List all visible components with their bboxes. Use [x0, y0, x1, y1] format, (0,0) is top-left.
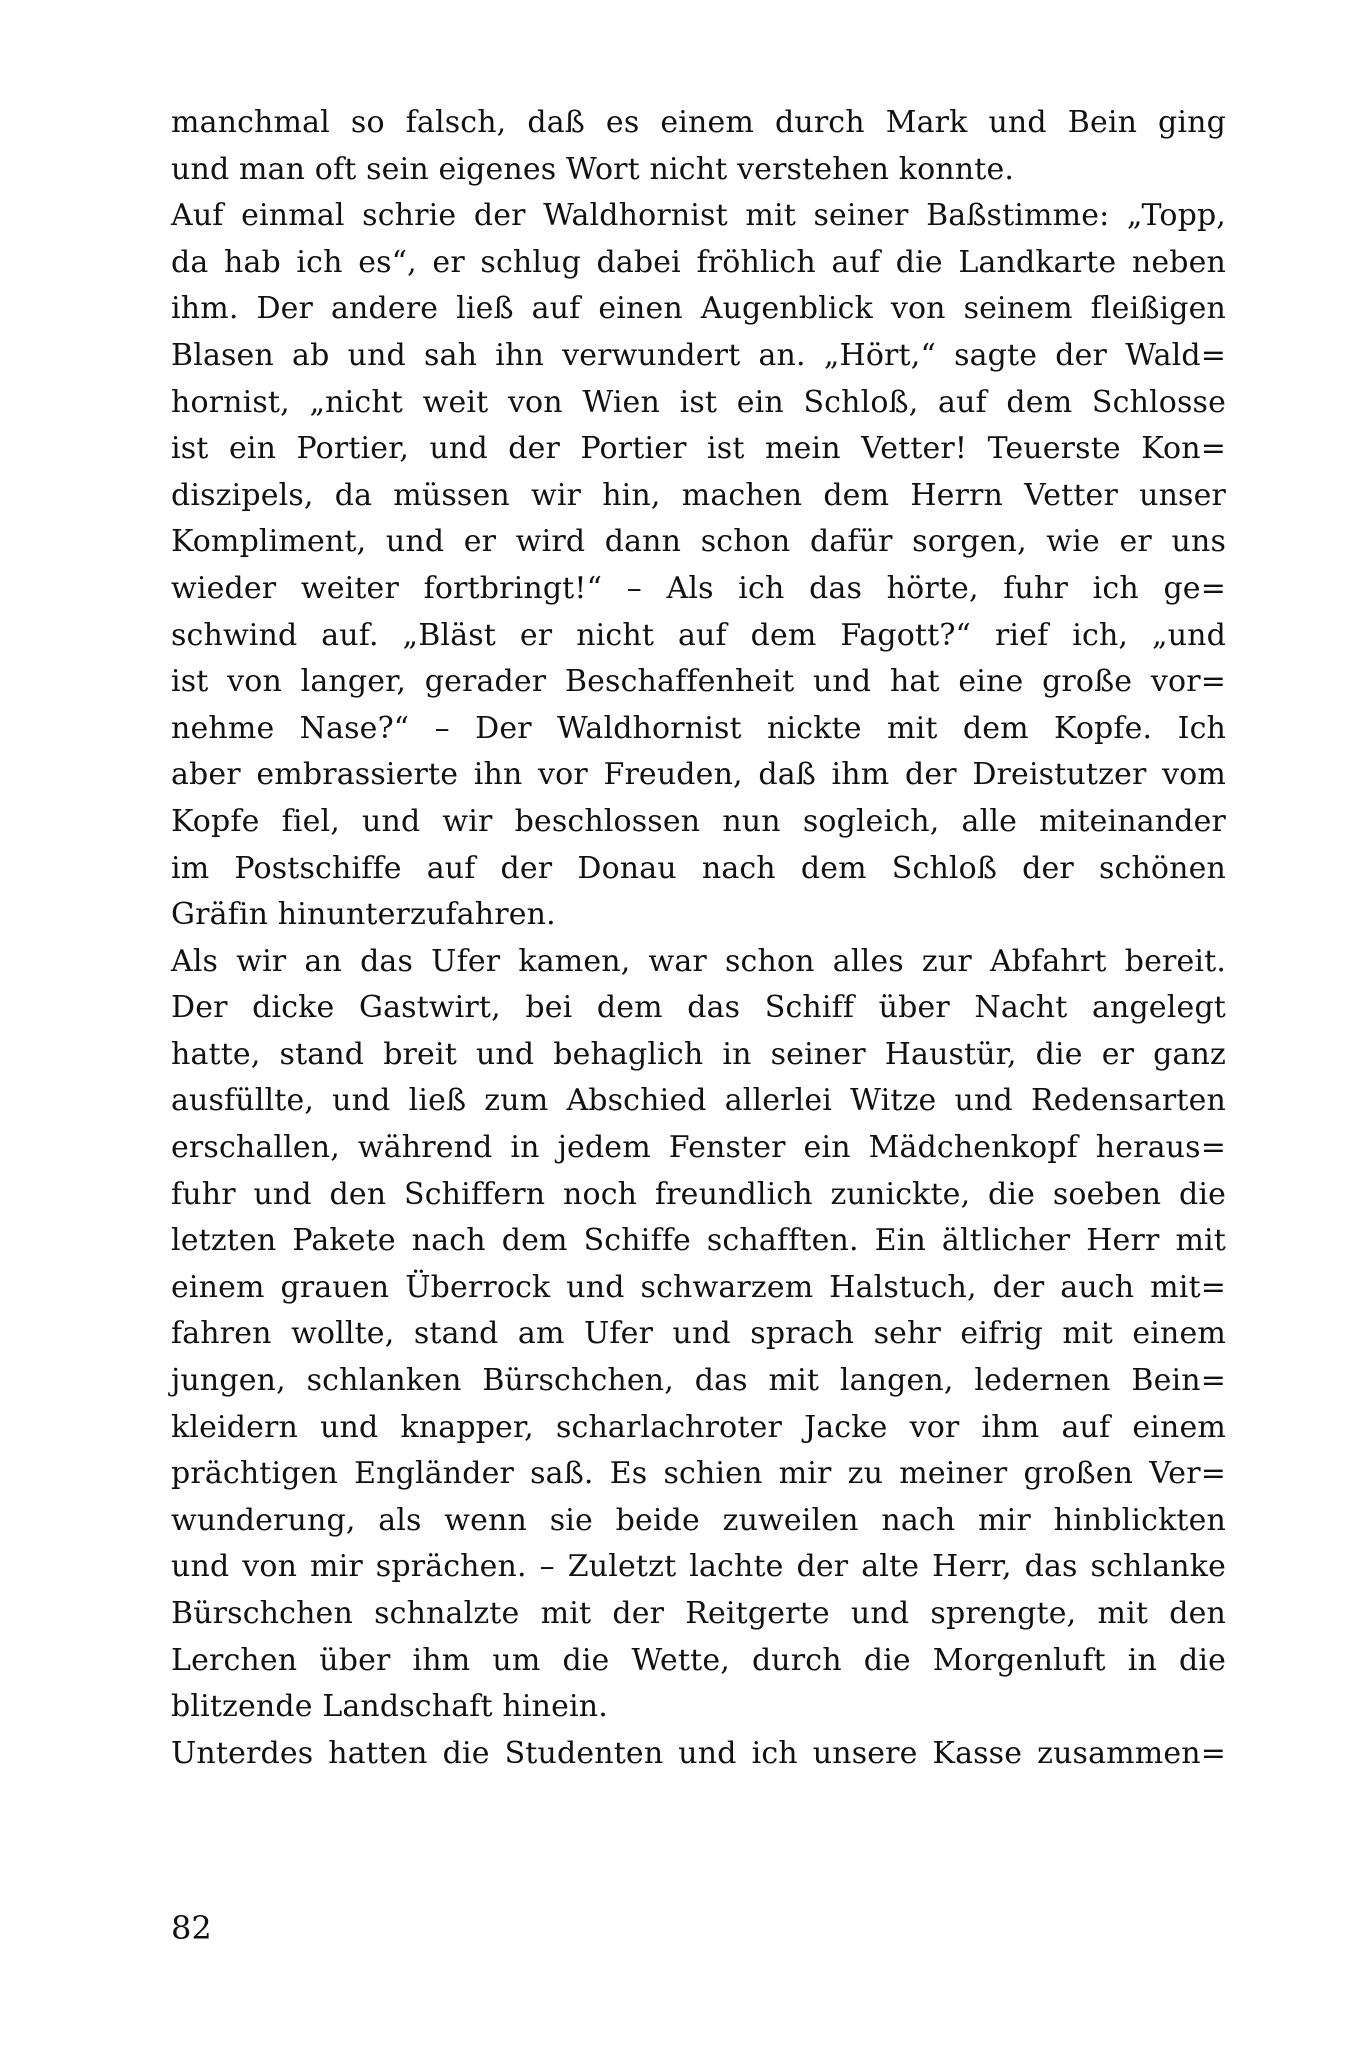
text-line: ist ein Portier, und der Portier ist mein Vetter! Teuerste Kon=: [171, 431, 1226, 467]
page-number: 82: [171, 1909, 212, 1947]
text-line: da hab ich es“, er schlug dabei fröhlich auf die Landkarte neben: [171, 244, 1226, 280]
text-line: ist von langer, gerader Beschaffenheit und hat eine große vor=: [171, 664, 1226, 700]
text-line: prächtigen Engländer saß. Es schien mir zu meiner großen Ver=: [171, 1456, 1226, 1492]
body-text: [171, 100, 1226, 1777]
text-line: fahren wollte, stand am Ufer und sprach sehr eifrig mit einem: [171, 1316, 1226, 1352]
paragraph: [171, 100, 1226, 193]
text-line: nehme Nase?“ – Der Waldhornist nickte mit dem Kopfe. Ich: [171, 710, 1226, 746]
text-line: Kompliment, und er wird dann schon dafür sorgen, wie er uns: [171, 524, 1226, 560]
text-line: manchmal so falsch, daß es einem durch Mark und Bein ging: [171, 105, 1226, 140]
text-line: Auf einmal schrie der Waldhornist mit seiner Baßstimme: „Topp,: [171, 198, 1226, 234]
paragraph: [171, 939, 1226, 1731]
text-line: Kopfe fiel, und wir beschlossen nun sogleich, alle miteinander: [171, 803, 1226, 839]
text-line: erschallen, während in jedem Fenster ein Mädchenkopf heraus=: [171, 1130, 1226, 1166]
text-line: Lerchen über ihm um die Wette, durch die Morgenluft in die: [171, 1642, 1226, 1678]
text-line: Als wir an das Ufer kamen, war schon alles zur Abfahrt bereit.: [171, 943, 1226, 979]
text-line: Bürschchen schnalzte mit der Reitgerte und sprengte, mit den: [171, 1596, 1226, 1631]
paragraph: [171, 1731, 1226, 1778]
text-line: fuhr und den Schiffern noch freundlich zunickte, die soeben die: [171, 1176, 1226, 1212]
text-line: Der dicke Gastwirt, bei dem das Schiff über Nacht angelegt: [171, 990, 1226, 1026]
text-line: ihm. Der andere ließ auf einen Augenblick von seinem fleißigen: [171, 291, 1226, 327]
text-line: ausfüllte, und ließ zum Abschied allerlei Witze und Redensarten: [171, 1083, 1226, 1119]
text-line: Unterdes hatten die Studenten und ich unsere Kasse zusammen=: [171, 1735, 1226, 1771]
text-line: im Postschiffe auf der Donau nach dem Schloß der schönen: [171, 850, 1226, 886]
text-line: und man oft sein eigenes Wort nicht verstehen konnte.: [171, 151, 1015, 187]
text-line: diszipels, da müssen wir hin, machen dem Herrn Vetter unser: [171, 477, 1226, 513]
text-line: wunderung, als wenn sie beide zuweilen nach mir hinblickten: [171, 1502, 1226, 1538]
text-line: hornist, „nicht weit von Wien ist ein Schloß, auf dem Schlosse: [171, 384, 1226, 420]
text-line: hatte, stand breit und behaglich in seiner Haustür, die er ganz: [171, 1036, 1226, 1072]
text-line: einem grauen Überrock und schwarzem Halstuch, der auch mit=: [171, 1269, 1226, 1305]
text-line: Blasen ab und sah ihn verwundert an. „Hört,“ sagte der Wald=: [171, 337, 1226, 373]
text-line: und von mir sprächen. – Zuletzt lachte der alte Herr, das schlanke: [171, 1549, 1226, 1585]
paragraph: [171, 193, 1226, 939]
text-line: kleidern und knapper, scharlachroter Jacke vor ihm auf einem: [171, 1409, 1226, 1445]
text-line: wieder weiter fortbringt!“ – Als ich das hörte, fuhr ich ge=: [171, 570, 1226, 606]
text-line: Gräfin hinunterzufahren.: [171, 897, 556, 933]
text-line: schwind auf. „Bläst er nicht auf dem Fagott?“ rief ich, „und: [171, 617, 1226, 653]
text-line: aber embrassierte ihn vor Freuden, daß ihm der Dreistutzer vom: [171, 757, 1226, 793]
text-line: blitzende Landschaft hinein.: [171, 1689, 608, 1725]
text-line: jungen, schlanken Bürschchen, das mit langen, ledernen Bein=: [171, 1363, 1226, 1399]
text-line: letzten Pakete nach dem Schiffe schafften. Ein ältlicher Herr mit: [171, 1223, 1226, 1259]
